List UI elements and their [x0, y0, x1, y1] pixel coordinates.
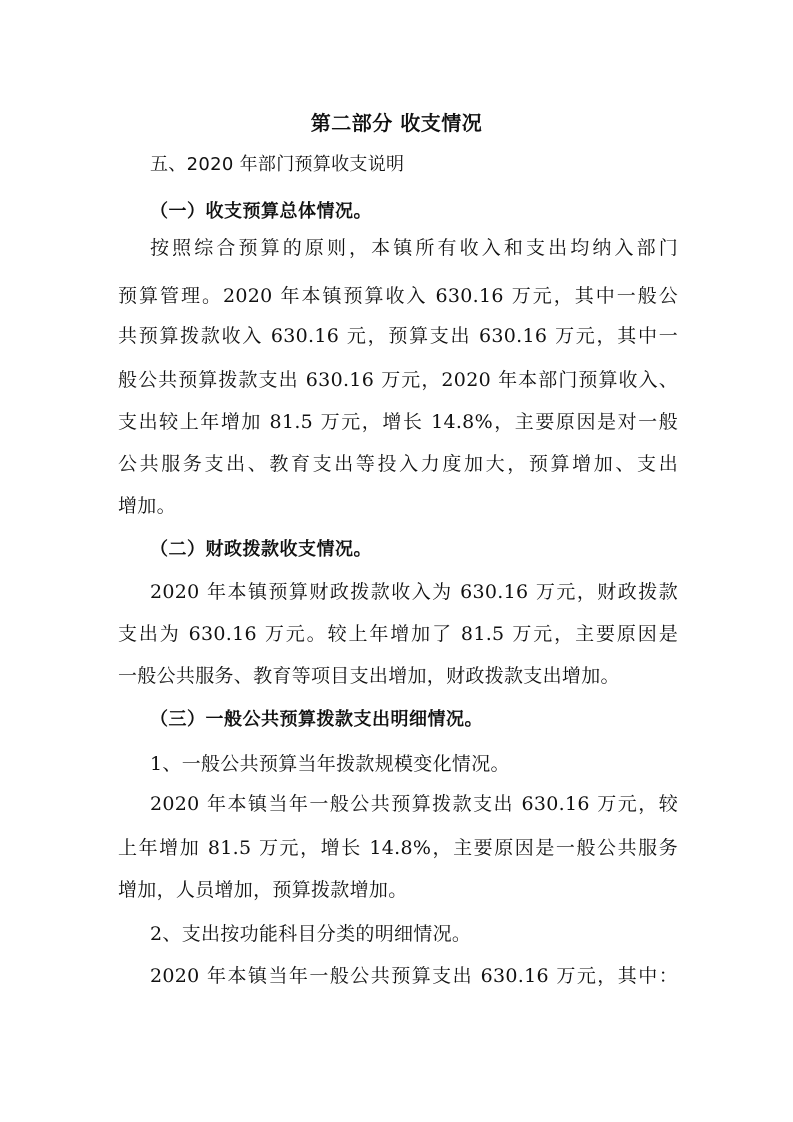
paragraph-line: 公共服务支出、教育支出等投入力度加大，预算增加、支出 — [118, 453, 678, 475]
paragraph-line: 共预算拨款收入 630.16 元，预算支出 630.16 万元，其中一 — [118, 325, 678, 347]
paragraph-line: 增加。 — [118, 495, 176, 517]
section-title: 五、2020 年部门预算收支说明 — [150, 154, 405, 175]
paragraph-line: 支出较上年增加 81.5 万元，增长 14.8%，主要原因是对一般 — [118, 411, 678, 433]
paragraph-line: 般公共预算拨款支出 630.16 万元，2020 年本部门预算收入、 — [118, 369, 678, 391]
list-item-heading: 1、一般公共预算当年拨款规模变化情况。 — [150, 753, 510, 775]
part-title: 第二部分 收支情况 — [310, 111, 483, 135]
subsection-heading-3: （三）一般公共预算拨款支出明细情况。 — [150, 709, 483, 730]
paragraph-line: 按照综合预算的原则，本镇所有收入和支出均纳入部门 — [150, 237, 678, 259]
paragraph-line: 2020 年本镇当年一般公共预算支出 630.16 万元，其中： — [150, 965, 678, 987]
paragraph-line: 2020 年本镇预算财政拨款收入为 630.16 万元，财政拨款 — [150, 581, 678, 603]
subsection-heading-1: （一）收支预算总体情况。 — [150, 201, 372, 222]
subsection-heading-2: （二）财政拨款收支情况。 — [150, 539, 372, 560]
list-item-heading: 2、支出按功能科目分类的明细情况。 — [150, 923, 472, 945]
paragraph-line: 预算管理。2020 年本镇预算收入 630.16 万元，其中一般公 — [118, 285, 678, 307]
paragraph-line: 支出为 630.16 万元。较上年增加了 81.5 万元，主要原因是 — [118, 623, 678, 645]
paragraph-line: 上年增加 81.5 万元，增长 14.8%，主要原因是一般公共服务 — [118, 837, 678, 859]
paragraph-line: 一般公共服务、教育等项目支出增加，财政拨款支出增加。 — [118, 665, 620, 687]
paragraph-line: 增加，人员增加，预算拨款增加。 — [118, 879, 408, 901]
paragraph-line: 2020 年本镇当年一般公共预算拨款支出 630.16 万元，较 — [150, 793, 678, 815]
